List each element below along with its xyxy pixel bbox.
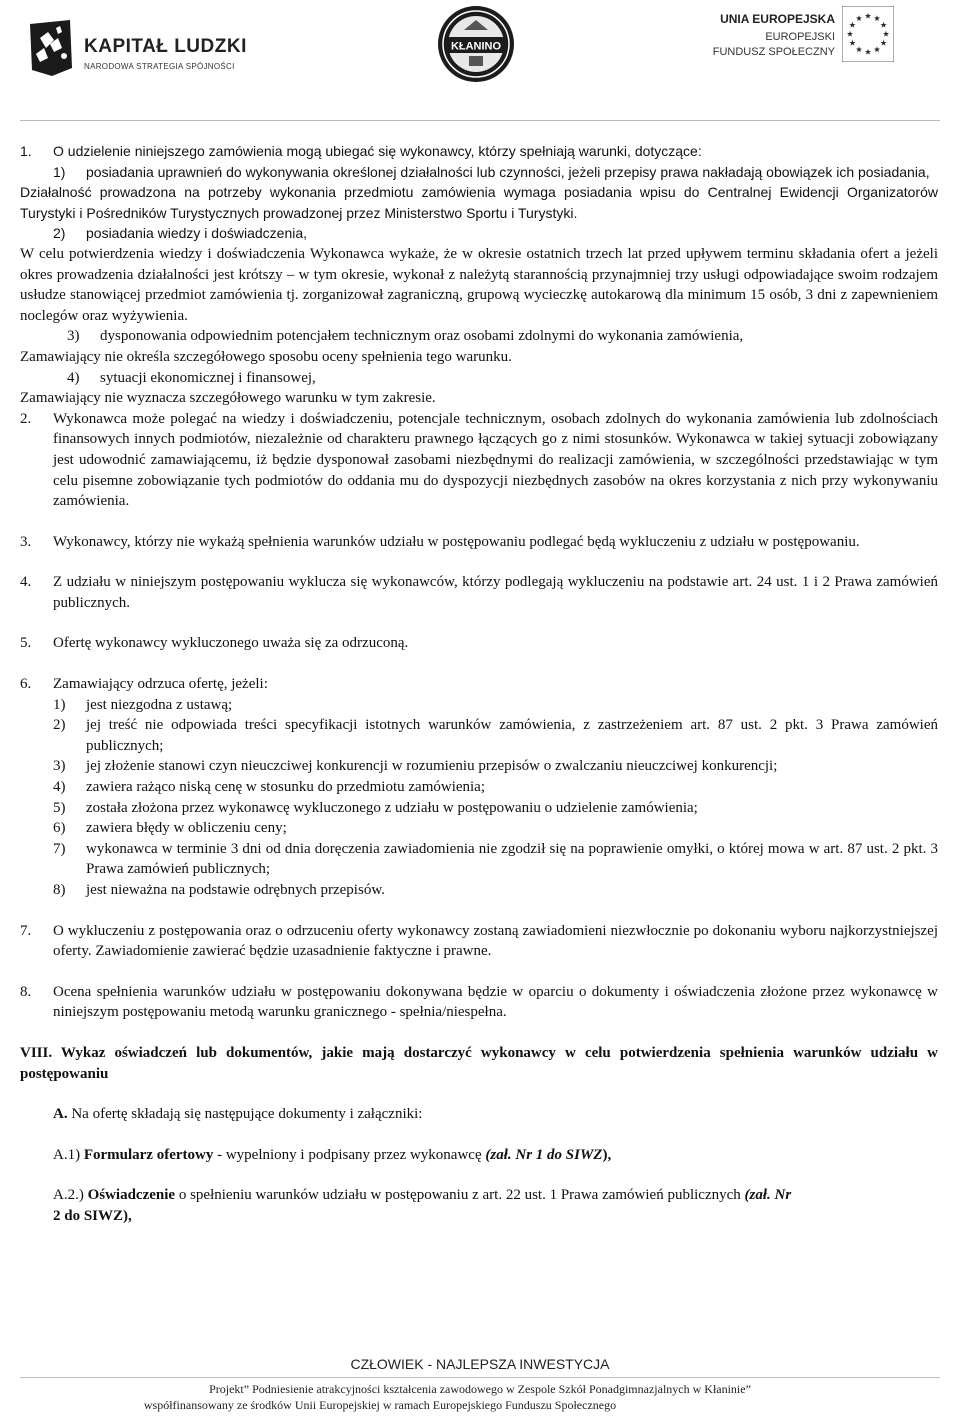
section-text: Wykonawcy, którzy nie wykażą spełnienia warunków udziału w postępowaniu podlegać będą wykluczeniu z udziału w postępowaniu. xyxy=(53,533,860,550)
condition-4-detail: Zamawiający nie wyznacza szczegółowego warunku w tym zakresie. xyxy=(20,390,436,407)
item-text: posiadania wiedzy i doświadczenia, xyxy=(86,225,308,242)
section-text: Ofertę wykonawcy wykluczonego uważa się za odrzuconą. xyxy=(53,635,409,652)
section-number: 4. xyxy=(20,574,32,591)
item-text: zawiera błędy w obliczeniu ceny; xyxy=(86,820,287,837)
section-5 xyxy=(20,633,938,654)
section-text: Ocena spełnienia warunków udziału w postępowaniu dokonywana będzie w oparciu o dokumenty i oświadczenia złożone przez wykonawcę w niniejszym postępowaniu metodą warunku granicznego - spełnia/niespełna. xyxy=(53,983,938,1021)
attachments-intro: A. Na ofertę składają się następujące dokumenty i załączniki: xyxy=(53,1106,423,1123)
section-6 xyxy=(20,674,938,695)
page-header xyxy=(0,0,960,100)
item-number: 7) xyxy=(53,840,66,857)
item-number: 6) xyxy=(53,820,66,837)
rejection-item xyxy=(53,695,938,716)
section-7 xyxy=(20,921,938,962)
section-4 xyxy=(20,572,938,613)
item-text: sytuacji ekonomicznej i finansowej, xyxy=(100,369,316,386)
condition-1-detail: Działalność prowadzona na potrzeby wykonania przedmiotu zamówienia wymaga posiadania wpisu do Centralnej Ewidencji Organizatorów Turystyki i Pośredników Turystycznych prowadzonej przez Ministerstwo Sportu i Turystyki. xyxy=(20,184,938,221)
eu-line3: FUNDUSZ SPOŁECZNY xyxy=(712,46,835,58)
footer-rule xyxy=(20,1377,940,1378)
footer-funding-line: współfinansowany ze środków Unii Europejskiej w ramach Europejskiego Funduszu Społecznego xyxy=(143,1398,617,1412)
rejection-item xyxy=(53,880,938,901)
section-number: 3. xyxy=(20,533,32,550)
item-number: 3) xyxy=(67,328,80,345)
footer-motto: CZŁOWIEK - NAJLEPSZA INWESTYCJA xyxy=(350,1356,610,1372)
section-text: O udzielenie niniejszego zamówienia mogą ubiegać się wykonawcy, którzy spełniają warunki, dotyczące: xyxy=(53,143,702,159)
item-text: jest nieważna na podstawie odrębnych przepisów. xyxy=(86,882,385,898)
attachment-a2: A.2.) Oświadczenie o spełnieniu warunków udziału w postępowaniu z art. 22 ust. 1 Prawa zamówień publicznych (zał. Nr 2 do SIWZ), xyxy=(53,1187,792,1224)
header-rule xyxy=(20,120,940,121)
kapital-ludzki-logo xyxy=(24,14,247,84)
item-number: 1) xyxy=(53,163,66,180)
section-viii-heading: VIII. Wykaz oświadczeń lub dokumentów, jakie mają dostarczyć wykonawcy w celu potwierdzenia spełnienia warunków udziału w postępowaniu xyxy=(20,1044,938,1082)
item-text: wykonawca w terminie 3 dni od dnia doręczenia zawiadomienia nie zgodził się na poprawienie omyłki, o której mowa w art. 87 ust. 2 pkt. 3 Prawa zamówień publicznych; xyxy=(86,840,938,878)
rejection-item xyxy=(53,777,938,798)
item-text: jej treść nie odpowiada treści specyfikacji istotnych warunków zamówienia, z zastrzeżeniem art. 87 ust. 2 pkt. 3 Prawa zamówień publicznych; xyxy=(86,717,938,754)
kapital-ludzki-title: KAPITAŁ LUDZKI xyxy=(84,36,247,57)
item-number: 2) xyxy=(53,717,66,734)
item-text: jej złożenie stanowi czyn nieuczciwej konkurencji w rozumieniu przepisów o zwalczaniu nieuczciwej konkurencji; xyxy=(86,758,778,775)
item-number: 5) xyxy=(53,799,66,816)
section-number: 7. xyxy=(20,922,32,939)
section-number: 8. xyxy=(20,983,32,1000)
item-number: 8) xyxy=(53,882,66,898)
condition-1 xyxy=(53,162,938,183)
item-number: 2) xyxy=(53,225,66,242)
rejection-item xyxy=(53,839,938,880)
rejection-item xyxy=(53,756,938,777)
section-1 xyxy=(20,141,938,162)
condition-3 xyxy=(53,326,938,347)
section-text: Z udziału w niniejszym postępowaniu wyklucza się wykonawców, którzy podlegają wykluczeniu na podstawie art. 24 ust. 1 i 2 Prawa zamówień publicznych. xyxy=(53,574,938,611)
section-text: Wykonawca może polegać na wiedzy i doświadczeniu, potencjale technicznym, osobach zdolnych do wykonania zamówienia lub zdolnościach finansowych innych podmiotów, niezależnie od charakteru prawnego łączących go z nimi stosunków. Wykonawca w takiej sytuacji zobowiązany jest udowodnić zamawiającemu, iż będzie dysponował zasobami niezbędnymi do realizacji zamówienia, w szczególności przedstawiając w tym celu pisemne zobowiązanie tych podmiotów do oddania mu do dyspozycji niezbędnych zasobów na okres korzystania z nich przy wykonywaniu zamówienia. xyxy=(53,410,938,510)
document-body xyxy=(20,141,938,1227)
rejection-list xyxy=(20,695,938,901)
item-text: dysponowania odpowiednim potencjałem technicznym oraz osobami zdolnymi do wykonania zamówienia, xyxy=(100,328,744,345)
item-number: 3) xyxy=(53,758,66,775)
item-text: posiadania uprawnień do wykonywania określonej działalności lub czynności, jeżeli przepisy prawa nakładają obowiązek ich posiadania, xyxy=(86,163,930,180)
eu-stars-flag-icon xyxy=(842,6,894,62)
condition-4 xyxy=(53,368,938,389)
attachment-a1: A.1) Formularz ofertowy - wypelniony i podpisany przez wykonawcę (zał. Nr 1 do SIWZ), xyxy=(53,1146,612,1163)
section-3 xyxy=(20,532,938,553)
item-text: jest niezgodna z ustawą; xyxy=(86,696,233,713)
section-8 xyxy=(20,982,938,1023)
item-text: została złożona przez wykonawcę wykluczonego z udziału w postępowaniu o udzielenie zamówienia; xyxy=(86,799,698,816)
condition-2 xyxy=(53,223,938,244)
item-number: 4) xyxy=(53,779,66,796)
rejection-item xyxy=(53,715,938,756)
footer-project-line: Projekt” Podniesienie atrakcyjności kształcenia zawodowego w Zespole Szkół Ponadgimnazjalnych w Kłaninie” xyxy=(209,1382,751,1396)
eu-line1: UNIA EUROPEJSKA xyxy=(720,12,835,26)
section-number: 2. xyxy=(20,410,32,427)
kapital-ludzki-subtitle: NARODOWA STRATEGIA SPÓJNOŚCI xyxy=(84,62,235,71)
eu-line2: EUROPEJSKI xyxy=(765,31,835,43)
item-number: 4) xyxy=(67,369,80,386)
section-number: 6. xyxy=(20,676,32,693)
condition-3-detail: Zamawiający nie określa szczegółowego sposobu oceny spełnienia tego warunku. xyxy=(20,348,512,365)
seal-text: KŁANINO xyxy=(450,40,502,53)
item-number: 1) xyxy=(53,696,66,713)
condition-2-detail: W celu potwierdzenia wiedzy i doświadczenia Wykonawca wykaże, że w okresie ostatnich trzech lat przed upływem terminu składania ofert a jeżeli okres prowadzenia działalności jest krótszy – w tym okresie, wykonał z należytą starannością przynajmniej trzy usługi odpowiadające swoim rodzajem usłudze stanowiącej przedmiot zamówienia tj. zorganizował zagraniczną, grupową wycieczkę autokarową dla minimum 15 osób, 3 dni z zapewnieniem noclegów oraz wyżywienia. xyxy=(20,245,938,324)
section-number: 1. xyxy=(20,143,32,159)
section-text: O wykluczeniu z postępowania oraz o odrzuceniu oferty wykonawcy zostaną zawiadomieni niezwłocznie po dokonaniu wyboru najkorzystniejszej oferty. Zawiadomienie zawierać będzie uzasadnienie faktyczne i prawne. xyxy=(53,922,938,960)
rejection-item xyxy=(53,798,938,819)
kapital-ludzki-flag-icon xyxy=(26,18,76,82)
item-text: zawiera rażąco niską cenę w stosunku do przedmiotu zamówienia; xyxy=(86,779,486,796)
klanino-seal-logo xyxy=(436,4,516,84)
section-text: Zamawiający odrzuca ofertę, jeżeli: xyxy=(53,676,268,693)
section-number: 5. xyxy=(20,635,32,652)
eu-logo xyxy=(700,6,940,86)
section-2 xyxy=(20,409,938,512)
rejection-item xyxy=(53,818,938,839)
